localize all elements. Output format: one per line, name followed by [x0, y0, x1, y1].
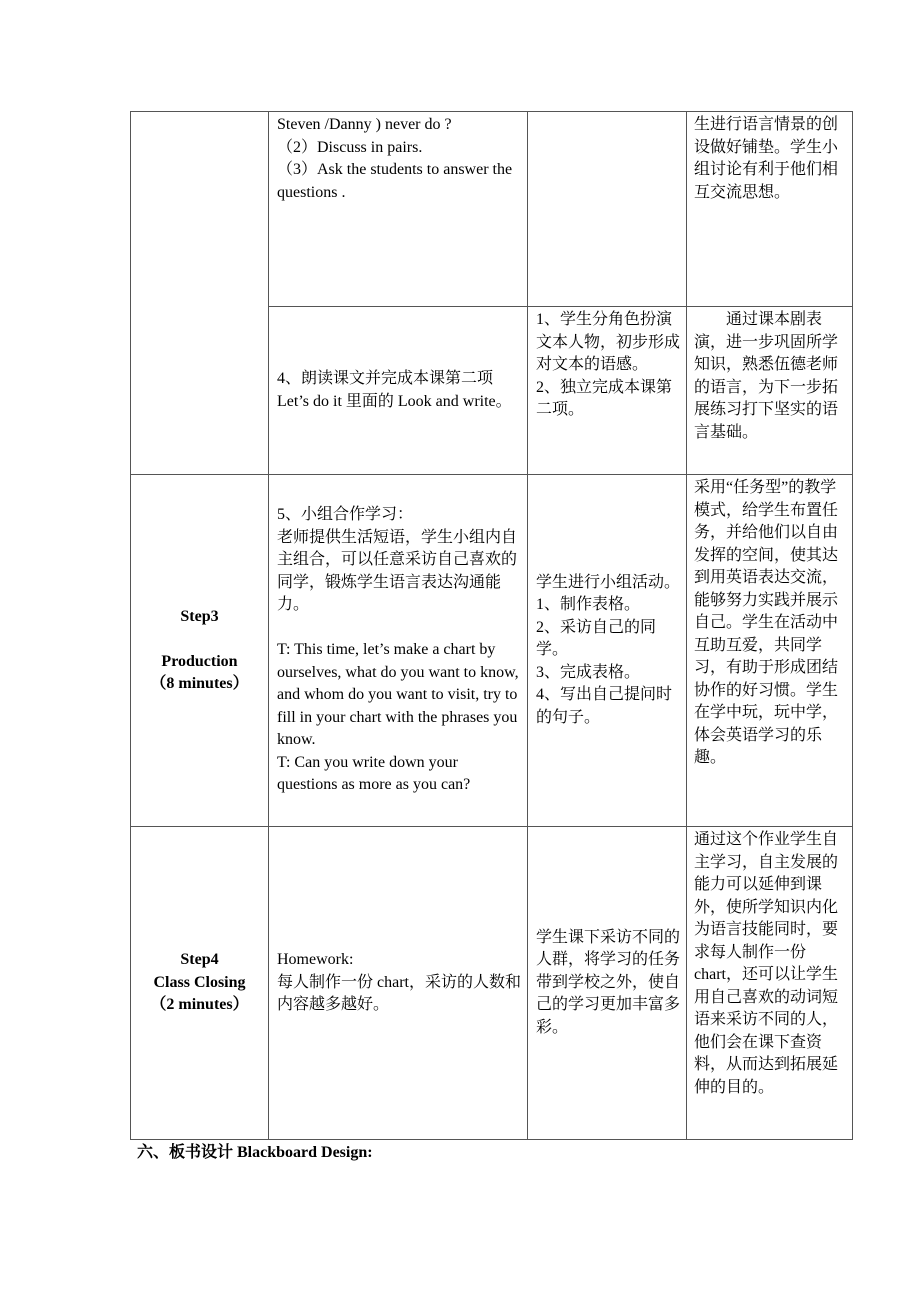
- purpose-cell: 通过课本剧表演，进一步巩固所学知识，熟悉伍德老师的语言，为下一步拓展练习打下坚实的语言基础。: [687, 307, 853, 475]
- activity-cell: 4、朗读课文并完成本课第二项Let’s do it 里面的 Look and write。: [269, 307, 528, 475]
- purpose-cell: 通过这个作业学生自主学习，自主发展的能力可以延伸到课外，使所学知识内化为语言技能同时，要求每人制作一份 chart，还可以让学生用自己喜欢的动词短语来采访不同的人，他们会在课下查资料，从而达到拓展延伸的目的。: [687, 827, 853, 1140]
- activity-cell: 5、小组合作学习： 老师提供生活短语，学生小组内自主组合，可以任意采访自己喜欢的同学，锻炼学生语言表达沟通能力。 T: This time, let’s make a chart by ourselves, what do you want to know, and whom do you want to visit, try to fill in your chart with the phrases you know. T: Can you write down your questions as more as you can?: [269, 475, 528, 827]
- step-cell: [131, 112, 269, 475]
- purpose-cell: 采用“任务型”的教学模式，给学生布置任务，并给他们以自由发挥的空间，使其达到用英语表达交流，能够努力实践并展示自己。学生在活动中互助互爱，共同学习，有助于形成团结协作的好习惯。学生在学中玩，玩中学，体会英语学习的乐趣。: [687, 475, 853, 827]
- student-cell: 学生进行小组活动。 1、制作表格。 2、采访自己的同学。 3、完成表格。 4、写出自己提问时的句子。: [528, 475, 687, 827]
- student-cell: [528, 112, 687, 307]
- purpose-cell: 生进行语言情景的创设做好铺垫。学生小组讨论有利于他们相互交流思想。: [687, 112, 853, 307]
- table-row: [131, 112, 853, 307]
- table-row: [131, 475, 853, 827]
- activity-cell: Steven /Danny ) never do ? （2）Discuss in pairs. （3）Ask the students to answer the questions .: [269, 112, 528, 307]
- table-row: [131, 827, 853, 1140]
- student-cell: 1、学生分角色扮演文本人物，初步形成对文本的语感。 2、独立完成本课第二项。: [528, 307, 687, 475]
- lesson-plan-table: [130, 111, 853, 1140]
- step-cell: Step3 Production （8 minutes）: [131, 475, 269, 827]
- section-heading: 六、板书设计 Blackboard Design:: [137, 1144, 373, 1161]
- step-cell: Step4 Class Closing （2 minutes）: [131, 827, 269, 1140]
- student-cell: 学生课下采访不同的人群，将学习的任务带到学校之外，使自己的学习更加丰富多彩。: [528, 827, 687, 1140]
- activity-cell: Homework: 每人制作一份 chart，采访的人数和内容越多越好。: [269, 827, 528, 1140]
